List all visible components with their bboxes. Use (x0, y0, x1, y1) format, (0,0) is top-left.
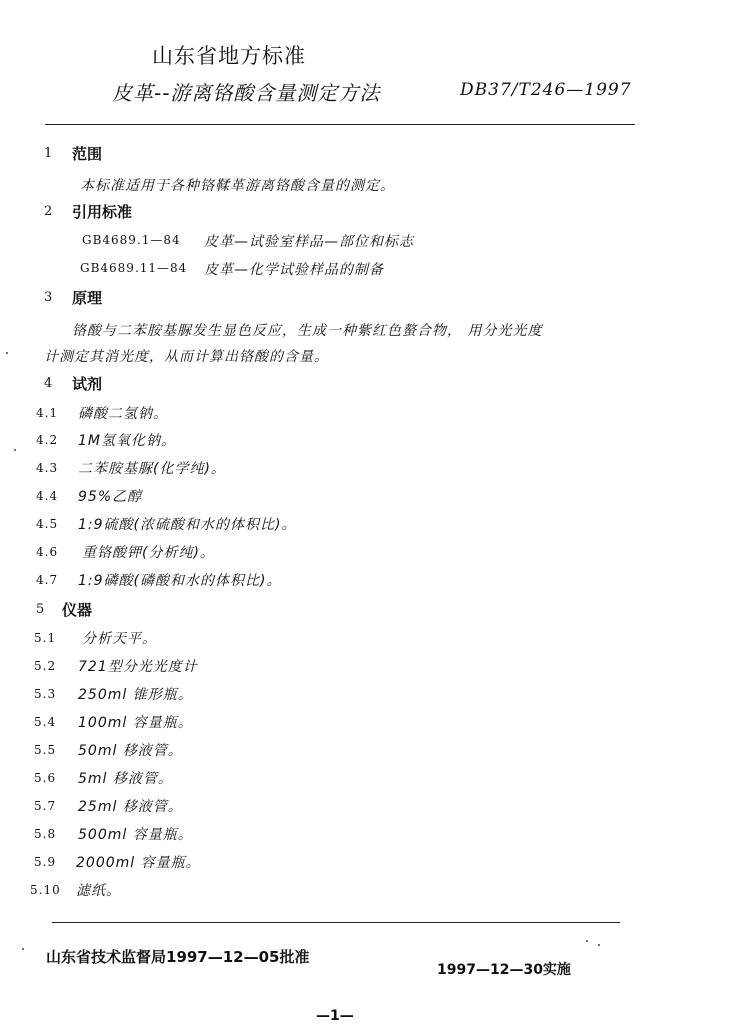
scan-speck (586, 940, 588, 942)
reagent-item: 重铬酸钾(分析纯)。 (82, 545, 215, 561)
section-number: 1 (44, 146, 53, 161)
instrument-item: 5ml 移液管。 (78, 771, 173, 787)
standard-code: DB37/T246—1997 (460, 80, 632, 100)
scan-speck (14, 449, 16, 451)
item-number: 5.10 (30, 883, 61, 897)
section-heading-instruments: 仪器 (62, 601, 93, 619)
scan-speck (6, 352, 8, 354)
item-number: 5.8 (34, 827, 57, 841)
instrument-item: 25ml 移液管。 (78, 799, 183, 815)
scope-text: 本标准适用于各种铬鞣革游离铬酸含量的测定。 (80, 178, 395, 194)
section-number: 3 (44, 290, 53, 305)
item-number: 4.2 (36, 433, 59, 447)
reference-text: 皮革—试验室样品—部位和标志 (204, 234, 414, 250)
section-heading-reagents: 试剂 (72, 375, 103, 393)
instrument-item: 721型分光光度计 (78, 659, 198, 675)
item-number: 4.3 (36, 461, 59, 475)
item-number: 5.9 (34, 855, 57, 869)
reagent-item: 磷酸二氢钠。 (78, 406, 168, 422)
instrument-item: 分析天平。 (82, 631, 157, 647)
document-title: 皮革--游离铬酸含量测定方法 (112, 81, 381, 105)
instrument-item: 250ml 锥形瓶。 (78, 687, 193, 703)
item-number: 5.2 (34, 659, 57, 673)
implementation-date: 1997—12—30实施 (437, 962, 571, 978)
item-number: 4.7 (36, 573, 59, 587)
item-number: 5.5 (34, 743, 57, 757)
instrument-item: 100ml 容量瓶。 (78, 715, 193, 731)
reagent-item: 二苯胺基脲(化学纯)。 (78, 461, 226, 477)
item-number: 5.1 (34, 631, 57, 645)
page-number: —1— (316, 1008, 354, 1024)
section-heading-scope: 范围 (72, 145, 103, 163)
item-number: 5.7 (34, 799, 57, 813)
item-number: 4.6 (36, 545, 59, 559)
item-number: 4.5 (36, 517, 59, 531)
item-number: 4.4 (36, 489, 59, 503)
section-number: 2 (44, 204, 53, 219)
instrument-item: 50ml 移液管。 (78, 743, 183, 759)
item-number: 5.3 (34, 687, 57, 701)
reagent-item: 1:9硫酸(浓硫酸和水的体积比)。 (78, 517, 297, 533)
standard-type: 山东省地方标准 (152, 44, 306, 68)
principle-line-2: 计测定其消光度，从而计算出铬酸的含量。 (44, 349, 329, 365)
item-number: 5.4 (34, 715, 57, 729)
reagent-item: 1M氢氧化钠。 (78, 433, 176, 449)
header-rule (45, 124, 635, 125)
section-number: 5 (36, 602, 45, 617)
reference-text: 皮革—化学试验样品的制备 (204, 262, 384, 278)
section-heading-principle: 原理 (72, 289, 103, 307)
instrument-item: 2000ml 容量瓶。 (76, 855, 201, 871)
reagent-item: 95%乙醇 (78, 489, 143, 505)
instrument-item: 500ml 容量瓶。 (78, 827, 193, 843)
reference-code: GB4689.1—84 (82, 233, 181, 247)
scan-speck (598, 944, 600, 946)
section-heading-references: 引用标准 (72, 203, 133, 221)
reagent-item: 1:9磷酸(磷酸和水的体积比)。 (78, 573, 282, 589)
instrument-item: 滤纸。 (76, 883, 121, 899)
reference-code: GB4689.11—84 (80, 261, 188, 275)
item-number: 4.1 (36, 406, 59, 420)
item-number: 5.6 (34, 771, 57, 785)
approval-line: 山东省技术监督局1997—12—05批准 (46, 948, 310, 966)
footer-rule (52, 922, 620, 923)
section-number: 4 (44, 376, 53, 391)
scan-speck (22, 948, 24, 950)
principle-line-1: 铬酸与二苯胺基脲发生显色反应，生成一种紫红色螯合物， 用分光光度 (72, 323, 543, 339)
